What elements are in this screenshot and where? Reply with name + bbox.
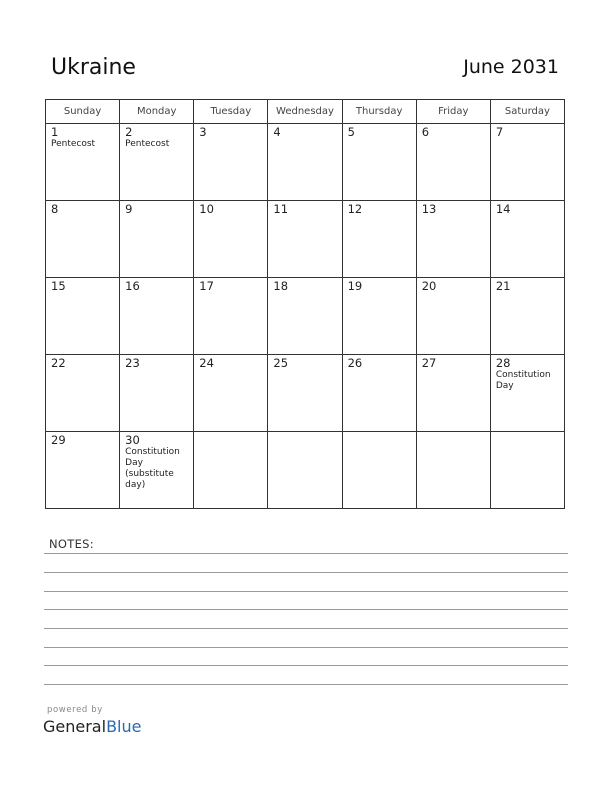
day-cell: [416, 432, 490, 509]
day-cell: [490, 124, 564, 201]
day-number: 27: [421, 356, 437, 370]
brand-general: General: [43, 717, 107, 736]
country-title: Ukraine: [51, 55, 136, 80]
day-cell: [490, 355, 564, 432]
note-line: [44, 591, 568, 592]
month-year-title: June 2031: [463, 56, 559, 78]
holiday-label: Constitution Day (substitute day): [125, 447, 180, 490]
day-cell: [342, 278, 416, 355]
day-number: 21: [495, 279, 511, 293]
week-row: [46, 355, 565, 432]
day-number: 3: [199, 125, 207, 139]
day-cell: [268, 124, 342, 201]
day-number: 12: [347, 202, 363, 216]
day-number: 13: [421, 202, 437, 216]
day-number: 17: [199, 279, 214, 293]
day-cell: [416, 355, 490, 432]
calendar-grid: [45, 99, 565, 509]
day-number: 25: [273, 356, 289, 370]
day-cell: [342, 201, 416, 278]
day-number: 7: [495, 125, 504, 139]
generalblue-logo: [43, 717, 141, 736]
note-line: [44, 553, 568, 554]
day-number: 6: [421, 125, 430, 139]
day-number: 11: [273, 202, 289, 216]
weekday-header: Thursday: [342, 100, 416, 124]
day-cell: [268, 278, 342, 355]
day-number: 14: [495, 202, 511, 216]
notes-label: NOTES:: [49, 537, 94, 551]
day-cell: [490, 278, 564, 355]
day-cell: [342, 355, 416, 432]
day-number: 1: [51, 125, 59, 139]
weekday-header: Sunday: [46, 100, 120, 124]
note-line: [44, 684, 568, 685]
day-number: 24: [199, 356, 214, 370]
day-cell: [120, 124, 194, 201]
powered-by-text: powered by: [47, 705, 103, 715]
weekday-header: Friday: [416, 100, 490, 124]
day-cell: [46, 124, 120, 201]
day-cell: [194, 278, 268, 355]
day-cell: [342, 124, 416, 201]
day-number: 28: [495, 356, 511, 370]
day-cell: [46, 355, 120, 432]
day-cell: [194, 432, 268, 509]
day-cell: [268, 201, 342, 278]
note-line: [44, 665, 568, 666]
day-number: 20: [421, 279, 437, 293]
day-cell: [120, 432, 194, 509]
day-cell: [120, 201, 194, 278]
day-number: 29: [51, 433, 66, 447]
weekday-header: Wednesday: [268, 100, 342, 124]
day-cell: [268, 432, 342, 509]
day-number: 5: [347, 125, 355, 139]
day-number: 9: [125, 202, 133, 216]
day-cell: [46, 432, 120, 509]
weekday-header: Tuesday: [194, 100, 268, 124]
week-row: [46, 124, 565, 201]
day-number: 23: [125, 356, 140, 370]
note-line: [44, 647, 568, 648]
day-cell: [46, 201, 120, 278]
day-cell: [416, 278, 490, 355]
day-cell: [120, 355, 194, 432]
day-cell: [194, 124, 268, 201]
day-number: 2: [125, 125, 133, 139]
brand-blue: Blue: [106, 717, 142, 736]
week-row: [46, 432, 565, 509]
week-row: [46, 278, 565, 355]
day-number: 22: [51, 356, 66, 370]
day-cell: [416, 124, 490, 201]
day-cell: [490, 432, 564, 509]
day-cell: [194, 201, 268, 278]
note-line: [44, 628, 568, 629]
day-cell: [342, 432, 416, 509]
day-cell: [416, 201, 490, 278]
day-cell: [268, 355, 342, 432]
day-number: 16: [125, 279, 140, 293]
day-cell: [120, 278, 194, 355]
day-cell: [490, 201, 564, 278]
day-number: 4: [273, 125, 281, 139]
day-number: 26: [347, 356, 363, 370]
weekday-header: Monday: [120, 100, 194, 124]
week-row: [46, 201, 565, 278]
day-number: 8: [51, 202, 59, 216]
weekday-header: Saturday: [490, 100, 564, 124]
day-number: 15: [51, 279, 66, 293]
holiday-label: Pentecost: [125, 139, 170, 149]
day-number: 19: [347, 279, 363, 293]
day-number: 18: [273, 279, 289, 293]
day-number: 10: [199, 202, 214, 216]
weekday-header-row: [46, 100, 565, 124]
day-number: 30: [125, 433, 140, 447]
holiday-label: Pentecost: [51, 139, 96, 149]
day-cell: [194, 355, 268, 432]
day-cell: [46, 278, 120, 355]
note-line: [44, 572, 568, 573]
note-line: [44, 609, 568, 610]
holiday-label: Constitution Day: [495, 370, 551, 391]
